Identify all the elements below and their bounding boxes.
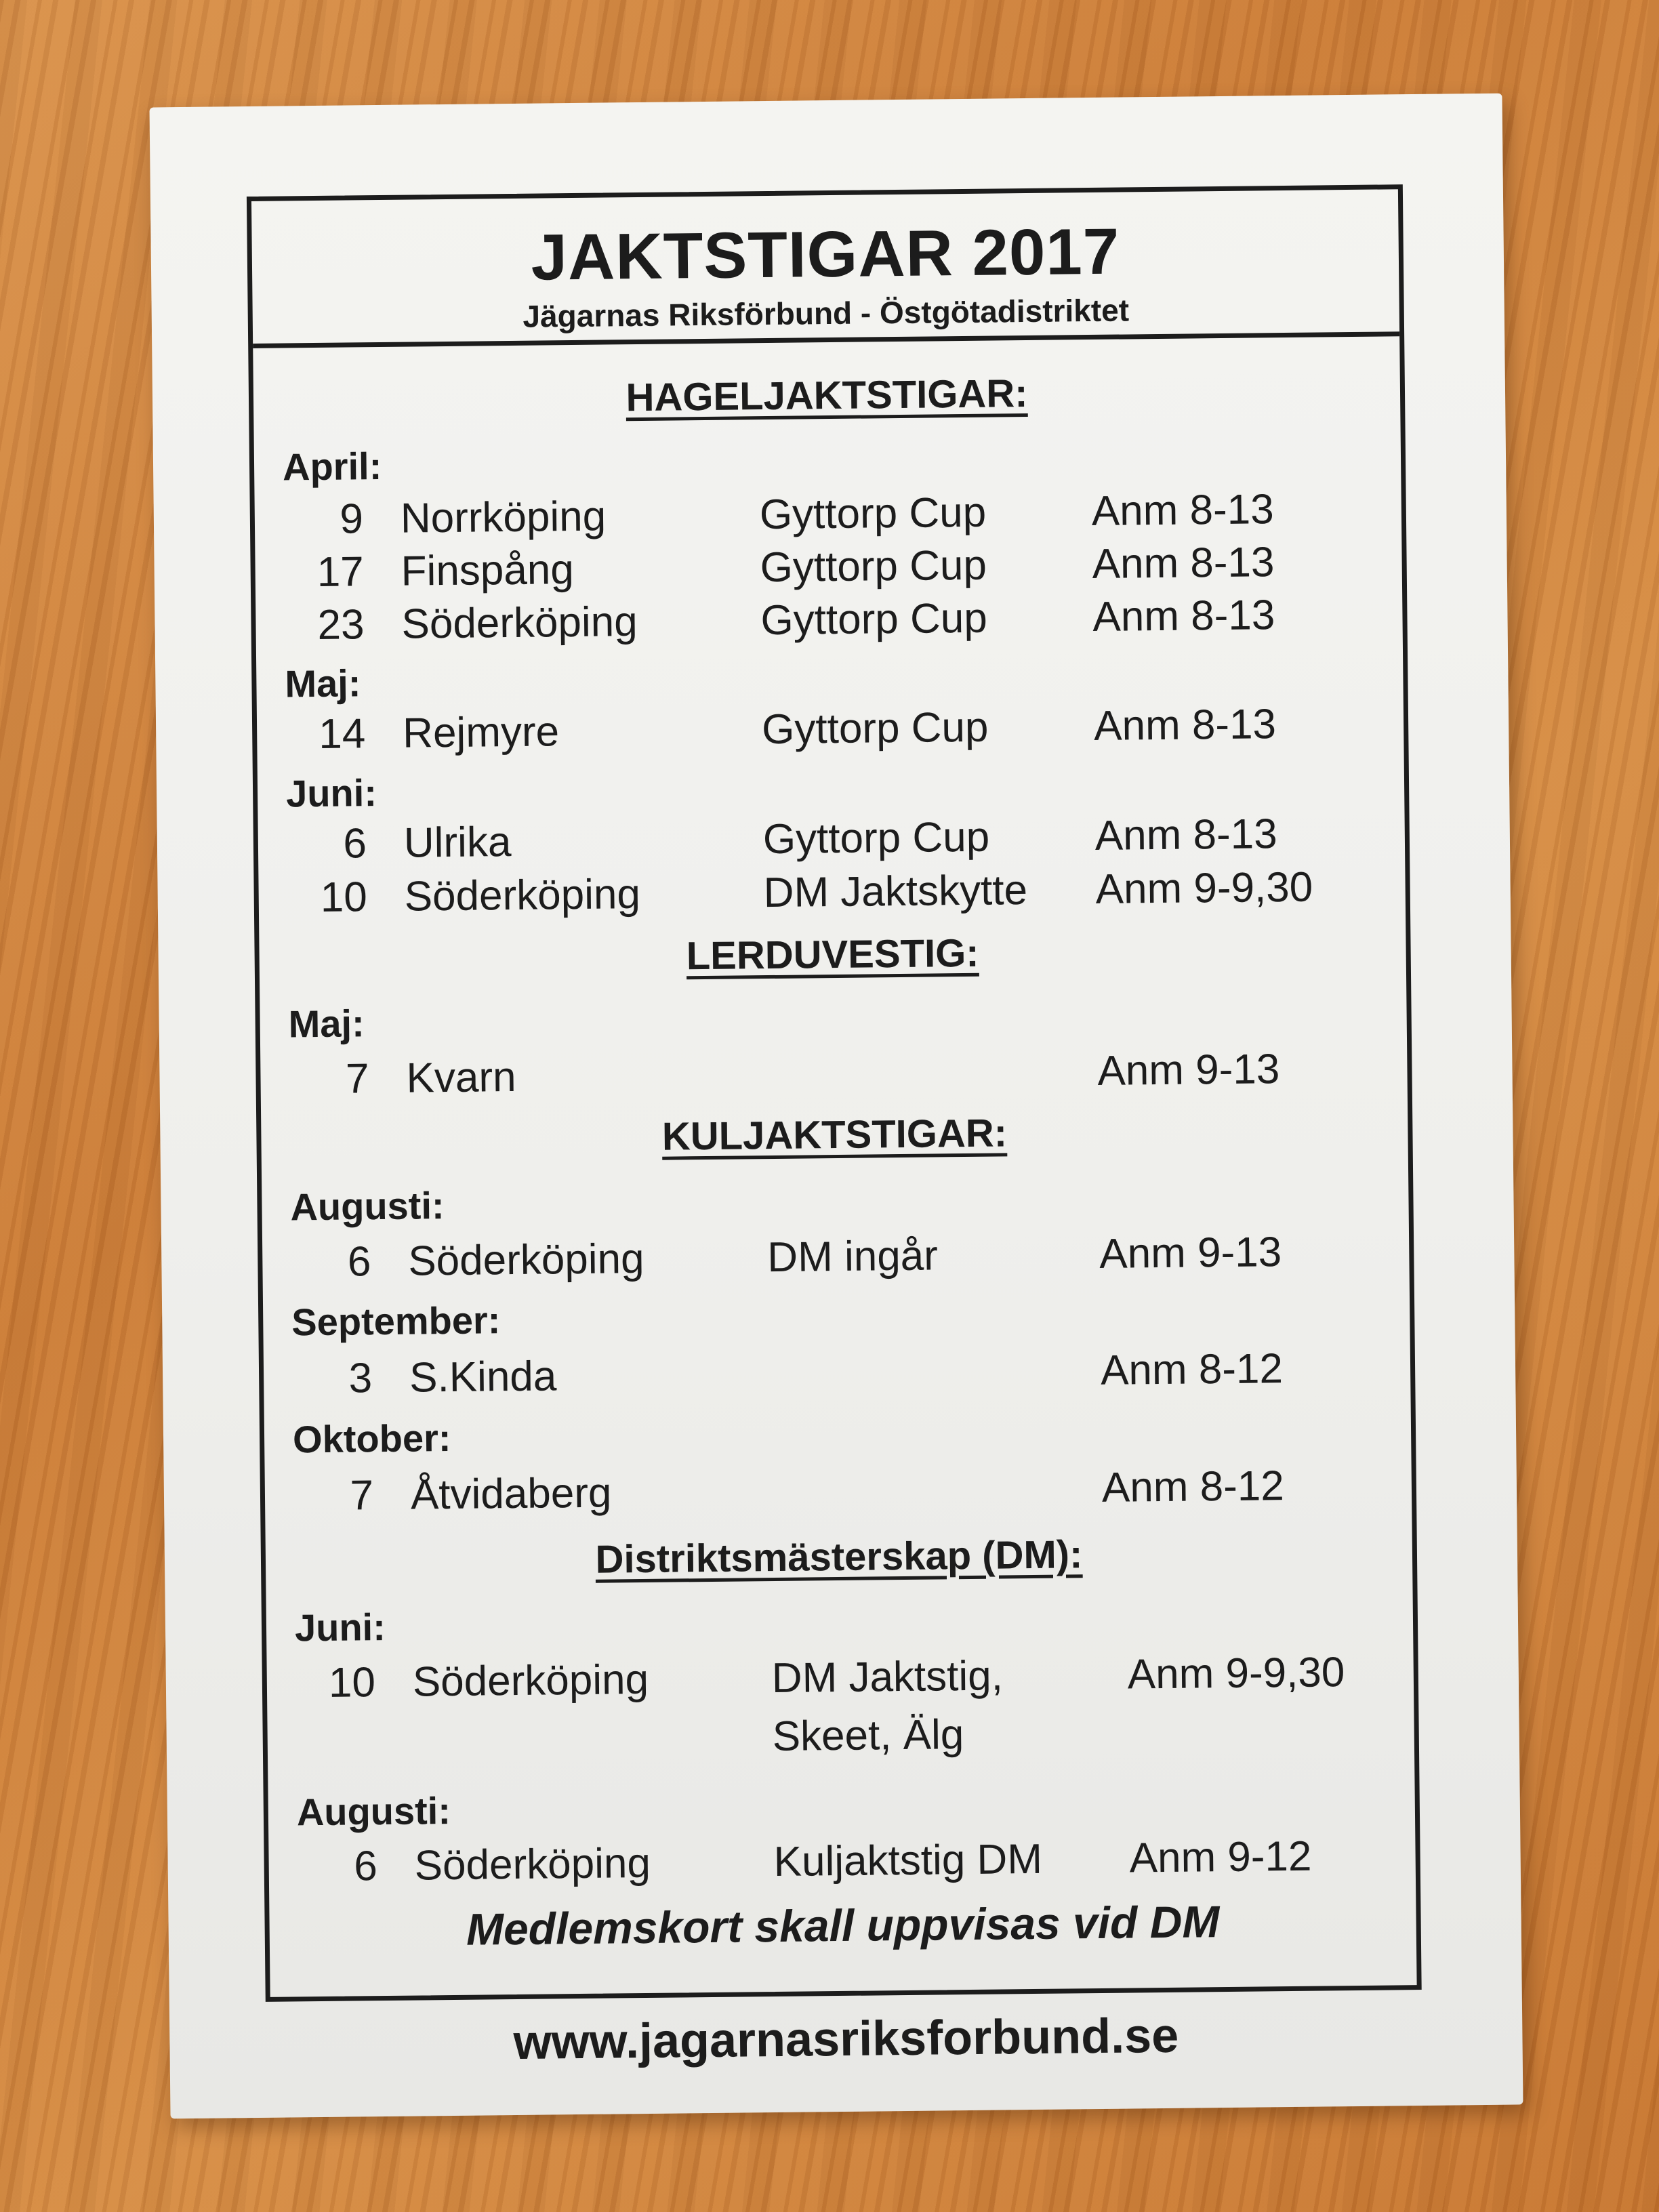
schedule-row [265,1460,1412,1521]
event-place: Söderköping [412,1656,649,1706]
event-name: Gyttorp Cup [762,813,990,863]
schedule-row [268,1831,1416,1892]
event-time: Anm 9-13 [1099,1229,1282,1277]
event-day: 6 [347,1238,371,1286]
event-day: 7 [350,1472,374,1519]
event-name: DM Jaktstig, Skeet, Älg [771,1652,1004,1761]
event-place: Kvarn [406,1053,516,1102]
schedule-row [260,1044,1408,1105]
month-label: September: [291,1298,501,1344]
schedule-row [258,808,1406,869]
event-day: 9 [340,495,364,543]
event-day: 14 [318,710,366,758]
card-subtitle: Jägarnas Riksförbund - Östgötadistriktet [523,292,1130,334]
event-name: Kuljaktstig DM [773,1835,1043,1886]
event-day: 3 [348,1355,373,1402]
event-day: 7 [345,1055,369,1103]
schedule-row [262,1227,1410,1288]
event-time: Anm 8-13 [1092,592,1275,640]
website-url: www.jagarnasriksforbund.se [513,2008,1179,2070]
event-time: Anm 8-12 [1101,1462,1285,1511]
event-place: S.Kinda [409,1353,557,1401]
month-label: Maj: [285,661,361,705]
schedule-card [150,94,1523,2119]
event-name: Gyttorp Cup [761,703,989,754]
event-day: 10 [328,1659,376,1706]
schedule-row [255,590,1403,651]
section-heading-hageljaktstigar: HAGELJAKTSTIGAR: [626,371,1028,420]
schedule-row [264,1343,1411,1404]
event-time: Anm 8-13 [1093,701,1277,750]
schedule-row [267,1647,1415,1782]
event-name: Gyttorp Cup [760,541,987,592]
schedule-row [257,699,1404,760]
card-header [251,189,1399,348]
month-label: Augusti: [290,1184,445,1229]
month-label: Juni: [294,1605,386,1650]
event-place: Finspång [401,546,575,595]
schedule-row [258,862,1406,923]
event-name: DM Jaktskytte [763,867,1028,917]
event-place: Rejmyre [402,708,560,757]
event-name: Gyttorp Cup [760,594,988,644]
month-label: Oktober: [292,1416,451,1461]
membership-note: Medlemskort skall uppvisas vid DM [466,1896,1220,1954]
event-place: Ulrika [403,819,512,867]
event-day: 6 [343,820,367,867]
schedule-frame [247,184,1422,2002]
schedule-row [255,537,1402,598]
event-place: Åtvidaberg [410,1469,612,1519]
section-heading-dm: Distriktsmästerskap (DM): [595,1532,1083,1582]
card-title: JAKTSTIGAR 2017 [531,215,1120,294]
month-label: Juni: [285,771,377,815]
event-time: Anm 8-13 [1091,486,1274,535]
event-place: Söderköping [404,871,641,920]
month-label: Augusti: [296,1789,451,1834]
event-time: Anm 9-13 [1097,1046,1280,1094]
month-label: April: [282,444,382,489]
event-day: 23 [317,601,365,649]
event-place: Söderköping [408,1235,644,1285]
event-time: Anm 9-9,30 [1127,1649,1345,1698]
event-day: 17 [316,548,365,596]
event-name: Gyttorp Cup [759,489,987,539]
event-name: DM ingår [766,1232,939,1282]
event-time: Anm 8-13 [1092,539,1275,588]
section-heading-kuljaktstigar: KULJAKTSTIGAR: [661,1111,1008,1159]
event-place: Söderköping [414,1839,651,1889]
event-time: Anm 8-12 [1100,1345,1284,1394]
event-day: 10 [320,874,368,921]
event-time: Anm 9-12 [1129,1832,1312,1882]
event-place: Söderköping [401,598,638,648]
event-place: Norrköping [400,493,607,542]
month-label: Maj: [288,1002,365,1046]
section-heading-lerduvestig: LERDUVESTIG: [686,930,979,979]
event-time: Anm 8-13 [1094,811,1278,859]
event-day: 6 [353,1843,378,1890]
schedule-row [255,484,1402,545]
event-time: Anm 9-9,30 [1095,863,1313,913]
